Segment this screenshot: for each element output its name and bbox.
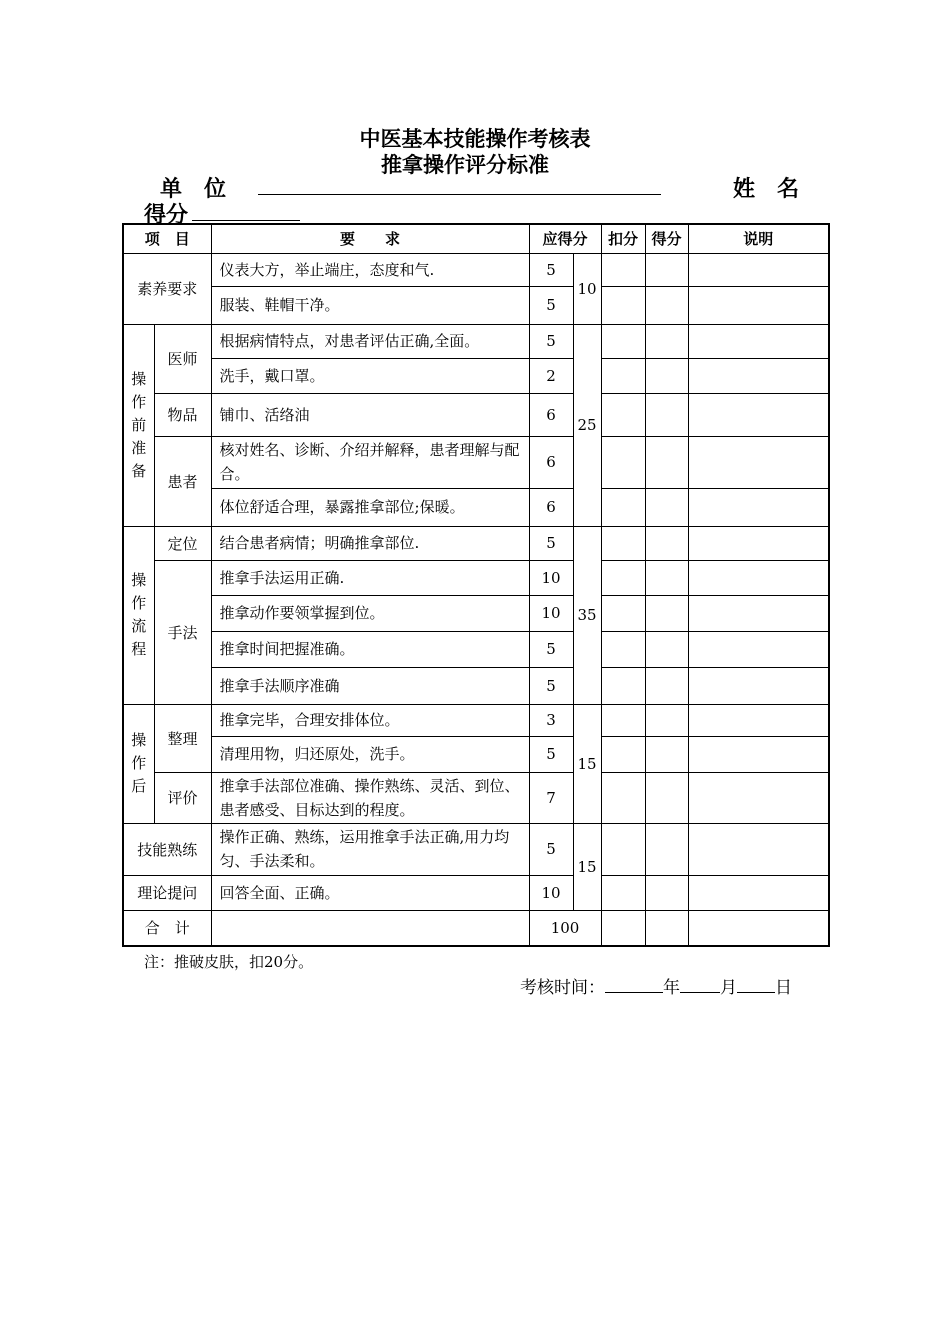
score-cell[interactable] bbox=[645, 324, 688, 358]
score-cell[interactable] bbox=[645, 823, 688, 875]
table-row bbox=[123, 324, 829, 358]
score-cell[interactable] bbox=[645, 910, 688, 946]
deduct-cell[interactable] bbox=[601, 488, 645, 526]
remark-cell[interactable] bbox=[688, 393, 829, 436]
requirement: 回答全面、正确。 bbox=[211, 875, 529, 910]
footnote: 注：推破皮肤，扣20分。 bbox=[144, 953, 314, 971]
section-literacy: 素养要求 bbox=[123, 253, 211, 324]
remark-cell[interactable] bbox=[688, 436, 829, 488]
total-value: 100 bbox=[529, 910, 601, 946]
score-cell[interactable] bbox=[645, 393, 688, 436]
table-header-row bbox=[123, 224, 829, 253]
points: 5 bbox=[529, 324, 573, 358]
score-cell[interactable] bbox=[645, 436, 688, 488]
total-blank bbox=[211, 910, 529, 946]
col-points: 应得分 bbox=[529, 224, 601, 253]
col-score: 得分 bbox=[645, 224, 688, 253]
points: 10 bbox=[529, 875, 573, 910]
remark-cell[interactable] bbox=[688, 286, 829, 324]
section-post-op: 操 作 后 bbox=[123, 704, 154, 823]
table-row bbox=[123, 704, 829, 736]
remark-cell[interactable] bbox=[688, 560, 829, 595]
deduct-cell[interactable] bbox=[601, 595, 645, 631]
table-row bbox=[123, 772, 829, 823]
requirement: 推拿手法顺序准确 bbox=[211, 667, 529, 704]
remark-cell[interactable] bbox=[688, 631, 829, 667]
deduct-cell[interactable] bbox=[601, 393, 645, 436]
score-cell[interactable] bbox=[645, 704, 688, 736]
table-row bbox=[123, 823, 829, 875]
deduct-cell[interactable] bbox=[601, 631, 645, 667]
unit-label: 单 位 bbox=[160, 177, 227, 202]
points: 5 bbox=[529, 286, 573, 324]
remark-cell[interactable] bbox=[688, 526, 829, 560]
points: 7 bbox=[529, 772, 573, 823]
sub-items: 物品 bbox=[154, 393, 211, 436]
requirement: 操作正确、熟练，运用推拿手法正确,用力均匀、手法柔和。 bbox=[211, 823, 529, 875]
deduct-cell[interactable] bbox=[601, 667, 645, 704]
requirement: 核对姓名、诊断、介绍并解释，患者理解与配合。 bbox=[211, 436, 529, 488]
requirement: 根据病情特点，对患者评估正确,全面。 bbox=[211, 324, 529, 358]
score-cell[interactable] bbox=[645, 358, 688, 393]
score-cell[interactable] bbox=[645, 488, 688, 526]
requirement: 结合患者病情；明确推拿部位. bbox=[211, 526, 529, 560]
score-cell[interactable] bbox=[645, 560, 688, 595]
subtotal: 35 bbox=[573, 526, 601, 704]
remark-cell[interactable] bbox=[688, 736, 829, 772]
scoring-table bbox=[122, 223, 830, 947]
requirement: 推拿手法部位准确、操作熟练、灵活、到位、患者感受、目标达到的程度。 bbox=[211, 772, 529, 823]
score-field[interactable] bbox=[192, 220, 300, 221]
deduct-cell[interactable] bbox=[601, 772, 645, 823]
deduct-cell[interactable] bbox=[601, 253, 645, 286]
points: 5 bbox=[529, 631, 573, 667]
section-proficiency: 技能熟练 bbox=[123, 823, 211, 875]
section-procedure: 操 作 流 程 bbox=[123, 526, 154, 704]
date-label: 考核时间： bbox=[520, 978, 605, 998]
form-title: 中医基本技能操作考核表 bbox=[359, 127, 591, 151]
section-pre-op: 操 作 前 准 备 bbox=[123, 324, 154, 526]
subtotal: 10 bbox=[573, 253, 601, 324]
table-row bbox=[123, 253, 829, 286]
col-item: 项 目 bbox=[123, 224, 211, 253]
points: 10 bbox=[529, 560, 573, 595]
points: 5 bbox=[529, 736, 573, 772]
remark-cell[interactable] bbox=[688, 488, 829, 526]
sub-method: 手法 bbox=[154, 560, 211, 704]
requirement: 仪表大方，举止端庄，态度和气. bbox=[211, 253, 529, 286]
score-cell[interactable] bbox=[645, 526, 688, 560]
sub-evaluate: 评价 bbox=[154, 772, 211, 823]
remark-cell[interactable] bbox=[688, 910, 829, 946]
col-deduct: 扣分 bbox=[601, 224, 645, 253]
points: 10 bbox=[529, 595, 573, 631]
deduct-cell[interactable] bbox=[601, 823, 645, 875]
points: 2 bbox=[529, 358, 573, 393]
table-row bbox=[123, 358, 829, 393]
day-label: 日 bbox=[775, 978, 792, 998]
subtotal: 15 bbox=[573, 704, 601, 823]
col-remark: 说明 bbox=[688, 224, 829, 253]
month-field[interactable] bbox=[680, 976, 720, 993]
table-row bbox=[123, 286, 829, 324]
remark-cell[interactable] bbox=[688, 772, 829, 823]
day-field[interactable] bbox=[737, 976, 775, 993]
unit-field[interactable] bbox=[258, 194, 661, 195]
sub-tidy: 整理 bbox=[154, 704, 211, 772]
exam-date bbox=[520, 973, 792, 998]
score-cell[interactable] bbox=[645, 286, 688, 324]
remark-cell[interactable] bbox=[688, 704, 829, 736]
subtotal: 15 bbox=[573, 823, 601, 910]
points: 5 bbox=[529, 667, 573, 704]
table-row bbox=[123, 436, 829, 488]
points: 3 bbox=[529, 704, 573, 736]
requirement: 推拿手法运用正确. bbox=[211, 560, 529, 595]
deduct-cell[interactable] bbox=[601, 736, 645, 772]
score-cell[interactable] bbox=[645, 253, 688, 286]
total-label: 合 计 bbox=[123, 910, 211, 946]
sub-patient: 患者 bbox=[154, 436, 211, 526]
table-row bbox=[123, 667, 829, 704]
remark-cell[interactable] bbox=[688, 823, 829, 875]
requirement: 体位舒适合理，暴露推拿部位;保暖。 bbox=[211, 488, 529, 526]
requirement: 服装、鞋帽干净。 bbox=[211, 286, 529, 324]
table-row bbox=[123, 560, 829, 595]
col-requirement: 要 求 bbox=[211, 224, 529, 253]
table-row bbox=[123, 526, 829, 560]
deduct-cell[interactable] bbox=[601, 358, 645, 393]
requirement: 清理用物，归还原处，洗手。 bbox=[211, 736, 529, 772]
deduct-cell[interactable] bbox=[601, 324, 645, 358]
requirement: 洗手，戴口罩。 bbox=[211, 358, 529, 393]
remark-cell[interactable] bbox=[688, 324, 829, 358]
score-cell[interactable] bbox=[645, 875, 688, 910]
subtotal: 25 bbox=[573, 324, 601, 526]
requirement: 铺巾、活络油 bbox=[211, 393, 529, 436]
form-subtitle: 推拿操作评分标准 bbox=[381, 153, 549, 177]
table-row bbox=[123, 875, 829, 910]
deduct-cell[interactable] bbox=[601, 875, 645, 910]
sub-doctor: 医师 bbox=[154, 324, 211, 393]
month-label: 月 bbox=[720, 978, 737, 998]
requirement: 推拿动作要领掌握到位。 bbox=[211, 595, 529, 631]
total-row bbox=[123, 910, 829, 946]
section-theory: 理论提问 bbox=[123, 875, 211, 910]
points: 5 bbox=[529, 823, 573, 875]
score-cell[interactable] bbox=[645, 772, 688, 823]
points: 6 bbox=[529, 393, 573, 436]
points: 5 bbox=[529, 526, 573, 560]
points: 6 bbox=[529, 488, 573, 526]
sub-position: 定位 bbox=[154, 526, 211, 560]
score-cell[interactable] bbox=[645, 631, 688, 667]
points: 5 bbox=[529, 253, 573, 286]
deduct-cell[interactable] bbox=[601, 286, 645, 324]
score-label: 得分 bbox=[144, 203, 189, 228]
remark-cell[interactable] bbox=[688, 358, 829, 393]
remark-cell[interactable] bbox=[688, 667, 829, 704]
requirement: 推拿完毕，合理安排体位。 bbox=[211, 704, 529, 736]
deduct-cell[interactable] bbox=[601, 704, 645, 736]
deduct-cell[interactable] bbox=[601, 560, 645, 595]
score-cell[interactable] bbox=[645, 595, 688, 631]
remark-cell[interactable] bbox=[688, 253, 829, 286]
score-cell[interactable] bbox=[645, 667, 688, 704]
requirement: 推拿时间把握准确。 bbox=[211, 631, 529, 667]
year-field[interactable] bbox=[605, 976, 663, 993]
name-label: 姓 名 bbox=[733, 177, 800, 202]
remark-cell[interactable] bbox=[688, 595, 829, 631]
score-cell[interactable] bbox=[645, 736, 688, 772]
deduct-cell[interactable] bbox=[601, 910, 645, 946]
year-label: 年 bbox=[663, 978, 680, 998]
table-row bbox=[123, 393, 829, 436]
points: 6 bbox=[529, 436, 573, 488]
deduct-cell[interactable] bbox=[601, 436, 645, 488]
table-row bbox=[123, 595, 829, 631]
table-row bbox=[123, 736, 829, 772]
table-row bbox=[123, 488, 829, 526]
deduct-cell[interactable] bbox=[601, 526, 645, 560]
table-row bbox=[123, 631, 829, 667]
remark-cell[interactable] bbox=[688, 875, 829, 910]
